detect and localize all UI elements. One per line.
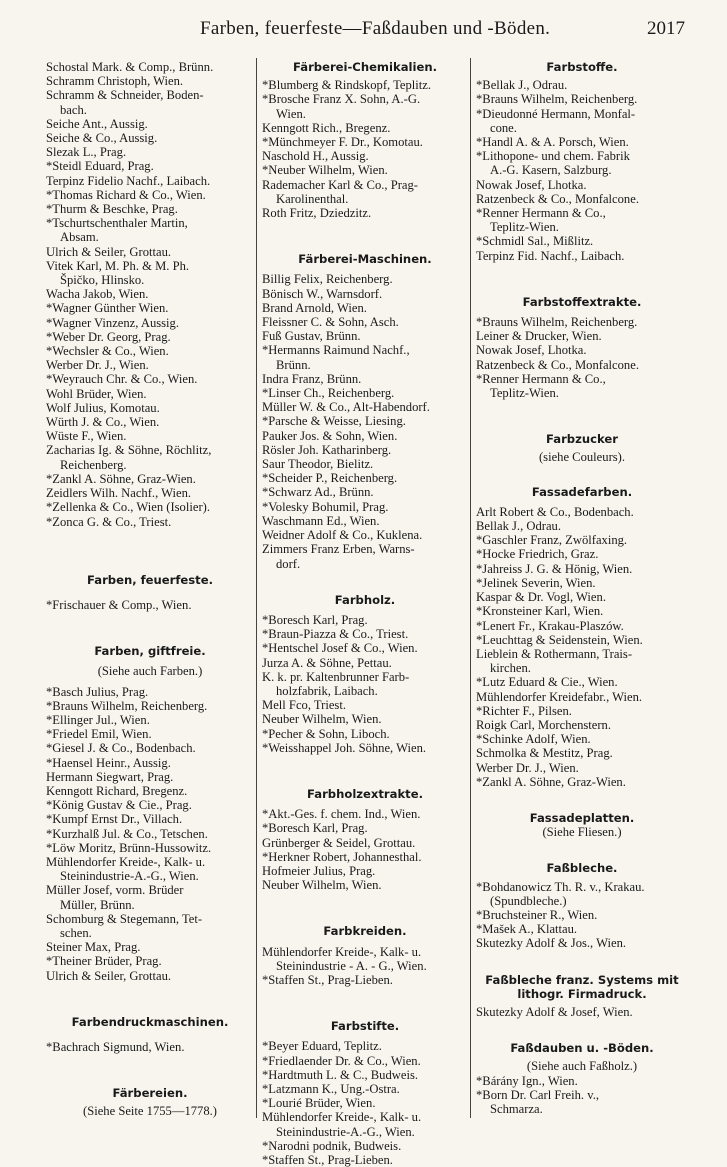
list-entry: *Jahreiss J. G. & Hönig, Wien. — [476, 561, 633, 576]
entry-list — [476, 880, 688, 951]
list-entry: *Friedel Emil, Wien. — [46, 727, 152, 742]
list-entry: Hofmeier Julius, Prag. — [262, 863, 376, 878]
list-entry: Arlt Robert & Co., Bodenbach. — [476, 504, 634, 519]
list-entry: Wüste F., Wien. — [46, 429, 127, 444]
list-entry: *Weisshappel Joh. Söhne, Wien. — [262, 740, 427, 755]
section-note: (Siehe auch Faßholz.) — [526, 1059, 638, 1074]
list-entry: *Schmidl Sal., Mißlitz. — [476, 234, 594, 249]
section-heading: Färbereien. — [112, 1086, 188, 1101]
list-entry: Fuß Gustav, Brünn. — [262, 329, 361, 344]
list-entry: Mühlendorfer Kreidefabr., Wien. — [476, 689, 643, 704]
list-entry: *Zonca G. & Co., Triest. — [46, 514, 172, 529]
list-entry: Absam. — [60, 230, 99, 245]
list-entry: *Zankl A. Söhne, Graz-Wien. — [476, 774, 626, 789]
list-entry: Werber Dr. J., Wien. — [476, 760, 579, 775]
list-entry: Würth J. & Co., Wien. — [46, 415, 160, 430]
section-heading: Farbkreiden. — [323, 924, 407, 939]
entry-list — [46, 60, 254, 529]
list-entry: *Lourié Brüder, Wien. — [262, 1096, 376, 1111]
list-entry: *Giesel J. & Co., Bodenbach. — [46, 741, 196, 756]
list-entry: Terpinz Fidelio Nachf., Laibach. — [46, 173, 211, 188]
list-entry: *Basch Julius, Prag. — [46, 684, 149, 699]
list-entry: Wacha Jakob, Wien. — [46, 287, 149, 302]
section-heading: Farbholzextrakte. — [307, 786, 423, 801]
list-entry: *Bárány Ign., Wien. — [476, 1073, 578, 1088]
list-entry: *Thurm & Beschke, Prag. — [46, 202, 178, 217]
list-entry: Steinindustrie-A.-G., Wien. — [60, 869, 199, 884]
list-entry: *Boresch Karl, Prag. — [262, 821, 368, 836]
list-entry: Bellak J., Odrau. — [476, 519, 561, 534]
list-entry: Kenngott Richard, Bregenz. — [46, 783, 188, 798]
list-entry: *Zellenka & Co., Wien (Isolier). — [46, 500, 210, 515]
list-entry: *Neuber Wilhelm, Wien. — [262, 163, 388, 178]
list-entry: Neuber Wilhelm, Wien. — [262, 878, 382, 893]
list-entry: *Ellinger Jul., Wien. — [46, 712, 150, 727]
list-entry: Teplitz-Wien. — [490, 386, 559, 401]
list-entry: Špičko, Hlinsko. — [60, 273, 145, 288]
list-entry: *Bohdanowicz Th. R. v., Krakau. — [476, 879, 645, 894]
list-entry: Wohl Brüder, Wien. — [46, 386, 147, 401]
list-entry: Seiche & Co., Aussig. — [46, 131, 158, 146]
list-entry: *Leuchttag & Seidenstein, Wien. — [476, 632, 643, 647]
list-entry: *Narodni podnik, Budweis. — [262, 1138, 402, 1153]
list-entry: Weidner Adolf & Co., Kuklena. — [262, 528, 423, 543]
list-entry: Mühlendorfer Kreide-, Kalk- u. — [262, 1110, 422, 1125]
list-entry: Roth Fritz, Dziedzitz. — [262, 206, 372, 221]
section-heading: Fassadeplatten. — [529, 810, 635, 825]
list-entry: Leiner & Drucker, Wien. — [476, 329, 602, 344]
list-entry: Schmarza. — [490, 1101, 543, 1116]
list-entry: *Brosche Franz X. Sohn, A.-G. — [262, 92, 421, 107]
column-3 — [476, 60, 688, 1116]
list-entry: Schramm & Schneider, Boden- — [46, 88, 204, 103]
list-entry: Steinindustrie - A. - G., Wien. — [276, 958, 427, 973]
list-entry: holzfabrik, Laibach. — [276, 683, 378, 698]
list-entry: Terpinz Fid. Nachf., Laibach. — [476, 248, 625, 263]
list-entry: Grünberger & Seidel, Grottau. — [262, 835, 416, 850]
list-entry: A.-G. Kasern, Salzburg. — [490, 163, 612, 178]
list-entry: *Braun-Piazza & Co., Triest. — [262, 627, 409, 642]
list-entry: *Dieudonné Hermann, Monfal- — [476, 106, 636, 121]
entry-list — [262, 945, 468, 988]
column-divider-1 — [256, 58, 257, 1118]
list-entry: *Staffen St., Prag-Lieben. — [262, 972, 393, 987]
section-heading: Fassadefarben. — [531, 484, 633, 499]
list-entry: *Brauns Wilhelm, Reichenberg. — [46, 698, 208, 713]
section-heading: Färberei-Maschinen. — [298, 252, 432, 267]
section-heading: Faßdauben u. -Böden. — [510, 1041, 654, 1056]
entry-list — [476, 1005, 688, 1019]
section-note: (siehe Couleurs). — [538, 450, 626, 465]
section-heading: Farbstoffe. — [546, 60, 618, 74]
list-entry: *Latzmann K., Ung.-Ostra. — [262, 1081, 400, 1096]
list-entry: *Scheider P., Reichenberg. — [262, 471, 398, 486]
list-entry: Jurza A. & Söhne, Pettau. — [262, 655, 392, 670]
list-entry: *Hocke Friedrich, Graz. — [476, 547, 599, 562]
list-entry: Reichenberg. — [60, 457, 127, 472]
list-entry: Neuber Wilhelm, Wien. — [262, 712, 382, 727]
list-entry: *Wagner Günther Wien. — [46, 301, 169, 316]
list-entry: dorf. — [276, 556, 301, 571]
list-entry: Ulrich & Seiler, Grottau. — [46, 244, 172, 259]
list-entry: Schmolka & Mestitz, Prag. — [476, 746, 613, 761]
list-entry: *Renner Hermann & Co., — [476, 206, 606, 221]
list-entry: Werber Dr. J., Wien. — [46, 358, 149, 373]
list-entry: Fleissner C. & Sohn, Asch. — [262, 315, 399, 330]
list-entry: Müller Josef, vorm. Brüder — [46, 883, 184, 898]
list-entry: Schramm Christoph, Wien. — [46, 74, 184, 89]
entry-list — [46, 685, 254, 983]
list-entry: Mühlendorfer Kreide-, Kalk- u. — [262, 944, 422, 959]
list-entry: Wolf Julius, Komotau. — [46, 400, 160, 415]
list-entry: Brünn. — [276, 357, 311, 372]
list-entry: *Parsche & Weisse, Liesing. — [262, 414, 406, 429]
list-entry: *Münchmeyer F. Dr., Komotau. — [262, 135, 423, 150]
list-entry: Zeidlers Wilh. Nachf., Wien. — [46, 486, 192, 501]
list-entry: Lieblein & Rothermann, Trais- — [476, 646, 633, 661]
list-entry: *Mašek A., Klattau. — [476, 922, 578, 937]
list-entry: *Löw Moritz, Brünn-Hussowitz. — [46, 840, 212, 855]
column-1 — [46, 60, 254, 1119]
list-entry: *Brauns Wilhelm, Reichenberg. — [476, 315, 638, 330]
list-entry: *Brauns Wilhelm, Reichenberg. — [476, 92, 638, 107]
section-heading: Faßbleche franz. Systems mit — [485, 972, 679, 987]
list-entry: Ratzenbeck & Co., Monfalcone. — [476, 357, 639, 372]
list-entry: *Born Dr. Carl Freih. v., — [476, 1087, 600, 1102]
list-entry: *Hentschel Josef & Co., Wien. — [262, 641, 418, 656]
list-entry: *Zankl A. Söhne, Graz-Wien. — [46, 471, 196, 486]
list-entry: Vitek Karl, M. Ph. & M. Ph. — [46, 258, 190, 273]
list-entry: schen. — [60, 925, 92, 940]
page-title: Farben, feuerfeste—Faßdauben und -Böden. — [200, 18, 551, 39]
list-entry: bach. — [60, 102, 87, 117]
list-entry: Roigk Carl, Morchenstern. — [476, 717, 612, 732]
list-entry: Schomburg & Stegemann, Tet- — [46, 911, 203, 926]
list-entry: *Linser Ch., Reichenberg. — [262, 386, 395, 401]
list-entry: *Thomas Richard & Co., Wien. — [46, 187, 206, 202]
list-entry: *Boresch Karl, Prag. — [262, 612, 368, 627]
list-entry: *Weber Dr. Georg, Prag. — [46, 329, 171, 344]
list-entry: Bönisch W., Warnsdorf. — [262, 286, 383, 301]
entry-list — [262, 807, 468, 892]
list-entry: *Kronsteiner Karl, Wien. — [476, 604, 604, 619]
section-note: (Siehe auch Farben.) — [97, 664, 203, 679]
list-entry: *Jelinek Severin, Wien. — [476, 575, 596, 590]
list-entry: *Hermanns Raimund Nachf., — [262, 343, 410, 358]
list-entry: *Volesky Bohumil, Prag. — [262, 499, 389, 514]
list-entry: *Renner Hermann & Co., — [476, 371, 606, 386]
list-entry: *Lithopone- und chem. Fabrik — [476, 149, 630, 164]
list-entry: *Steidl Eduard, Prag. — [46, 159, 154, 174]
column-divider-2 — [470, 58, 471, 1118]
list-entry: Zacharias Ig. & Söhne, Röchlitz, — [46, 443, 212, 458]
entry-list — [476, 505, 688, 789]
list-entry: *Blumberg & Rindskopf, Teplitz. — [262, 78, 432, 93]
list-entry: Seiche Ant., Aussig. — [46, 116, 148, 131]
list-entry: *Gaschler Franz, Zwölfaxing. — [476, 533, 628, 548]
list-entry: *Bellak J., Odrau. — [476, 78, 568, 93]
section-heading: Färberei-Chemikalien. — [293, 60, 437, 74]
list-entry: *Schinke Adolf, Wien. — [476, 732, 591, 747]
list-entry: Karolinenthal. — [276, 191, 349, 206]
list-entry: *Handl A. & A. Porsch, Wien. — [476, 135, 629, 150]
list-entry: Müller W. & Co., Alt-Habendorf. — [262, 400, 430, 415]
list-entry: *Wagner Vinzenz, Aussig. — [46, 315, 180, 330]
section-heading: Farbholz. — [334, 592, 396, 607]
list-entry: Nowak Josef, Lhotka. — [476, 343, 587, 358]
list-entry: (Spundbleche.) — [490, 893, 567, 908]
list-entry: *Herkner Robert, Johannesthal. — [262, 849, 422, 864]
list-entry: Indra Franz, Brünn. — [262, 371, 362, 386]
list-entry: Hermann Siegwart, Prag. — [46, 769, 174, 784]
section-heading: Farbzucker — [546, 432, 618, 447]
list-entry: *Staffen St., Prag-Lieben. — [262, 1153, 393, 1167]
list-entry: *Weyrauch Chr. & Co., Wien. — [46, 372, 198, 387]
section-heading: Faßbleche. — [546, 861, 618, 876]
entry-list — [46, 1040, 254, 1054]
list-entry: Slezak L., Prag. — [46, 145, 127, 160]
entry-list — [262, 613, 468, 755]
list-entry: Naschold H., Aussig. — [262, 149, 369, 164]
section-heading: Farbstifte. — [330, 1019, 400, 1034]
entry-list — [262, 1039, 468, 1167]
section-heading: Farbstoffextrakte. — [522, 294, 642, 309]
list-entry: *Pecher & Sohn, Liboch. — [262, 726, 390, 741]
list-entry: *Bachrach Sigmund, Wien. — [46, 1039, 185, 1054]
list-entry: Mell Fco, Triest. — [262, 698, 346, 713]
list-entry: Brand Arnold, Wien. — [262, 300, 367, 315]
entry-list — [476, 78, 688, 263]
list-entry: *Haensel Heinr., Aussig. — [46, 755, 171, 770]
list-entry: *Tschurtschenthaler Martin, — [46, 216, 188, 231]
section-heading: Farben, giftfreie. — [94, 644, 206, 659]
list-entry: Kenngott Rich., Bregenz. — [262, 120, 391, 135]
section-heading: Farbendruckmaschinen. — [71, 1014, 229, 1029]
list-entry: *Hardtmuth L. & C., Budweis. — [262, 1067, 419, 1082]
list-entry: *Bruchsteiner R., Wien. — [476, 907, 598, 922]
list-entry: *Lutz Eduard & Cie., Wien. — [476, 675, 618, 690]
list-entry: Schostal Mark. & Comp., Brünn. — [46, 60, 214, 74]
list-entry: *Frischauer & Comp., Wien. — [46, 597, 192, 612]
entry-list — [262, 78, 468, 220]
list-entry: Ulrich & Seiler, Grottau. — [46, 968, 172, 983]
list-entry: Nowak Josef, Lhotka. — [476, 177, 587, 192]
list-entry: cone. — [490, 120, 517, 135]
section-heading: lithogr. Firmadruck. — [517, 986, 647, 1001]
list-entry: *Theiner Brüder, Prag. — [46, 954, 162, 969]
list-entry: Steiner Max, Prag. — [46, 940, 141, 955]
list-entry: Müller, Brünn. — [60, 897, 135, 912]
list-entry: Zimmers Franz Erben, Warns- — [262, 542, 415, 557]
list-entry: *Akt.-Ges. f. chem. Ind., Wien. — [262, 807, 421, 822]
list-entry: K. k. pr. Kaltenbrunner Farb- — [262, 669, 410, 684]
list-entry: Teplitz-Wien. — [490, 220, 559, 235]
list-entry: *Wechsler & Co., Wien. — [46, 344, 169, 359]
list-entry: Skutezky Adolf & Jos., Wien. — [476, 936, 627, 951]
list-entry: Saur Theodor, Bielitz. — [262, 457, 374, 472]
list-entry: kirchen. — [490, 661, 531, 676]
entry-list — [476, 1074, 688, 1117]
list-entry: *Kumpf Ernst Dr., Villach. — [46, 812, 183, 827]
list-entry: Billig Felix, Reichenberg. — [262, 272, 393, 287]
list-entry: *Beyer Eduard, Teplitz. — [262, 1039, 382, 1054]
list-entry: Wien. — [276, 106, 306, 121]
section-note: (Siehe Fliesen.) — [542, 825, 622, 840]
list-entry: Pauker Jos. & Sohn, Wien. — [262, 428, 398, 443]
list-entry: *Richter F., Pilsen. — [476, 703, 572, 718]
list-entry: Waschmann Ed., Wien. — [262, 513, 380, 528]
page-header — [0, 14, 727, 44]
list-entry: Mühlendorfer Kreide-, Kalk- u. — [46, 854, 206, 869]
list-entry: *Kurzhalß Jul. & Co., Tetschen. — [46, 826, 208, 841]
section-heading: Farben, feuerfeste. — [87, 572, 213, 587]
list-entry: *Friedlaender Dr. & Co., Wien. — [262, 1053, 421, 1068]
list-entry: Rösler Joh. Katharinberg. — [262, 442, 392, 457]
list-entry: *Schwarz Ad., Brünn. — [262, 485, 374, 500]
page-number: 2017 — [647, 18, 685, 39]
entry-list — [262, 272, 468, 570]
list-entry: Ratzenbeck & Co., Monfalcone. — [476, 191, 639, 206]
section-note: (Siehe Seite 1755—1778.) — [83, 1104, 217, 1119]
list-entry: Steinindustrie-A.-G., Wien. — [276, 1124, 415, 1139]
entry-list — [476, 315, 688, 400]
column-2 — [262, 60, 468, 1167]
list-entry: *Lenert Fr., Krakau-Plaszów. — [476, 618, 624, 633]
list-entry: Rademacher Karl & Co., Prag- — [262, 177, 418, 192]
entry-list — [46, 598, 254, 612]
list-entry: Kaspar & Dr. Vogl, Wien. — [476, 590, 606, 605]
list-entry: *König Gustav & Cie., Prag. — [46, 798, 192, 813]
list-entry: Skutezky Adolf & Josef, Wien. — [476, 1004, 633, 1019]
